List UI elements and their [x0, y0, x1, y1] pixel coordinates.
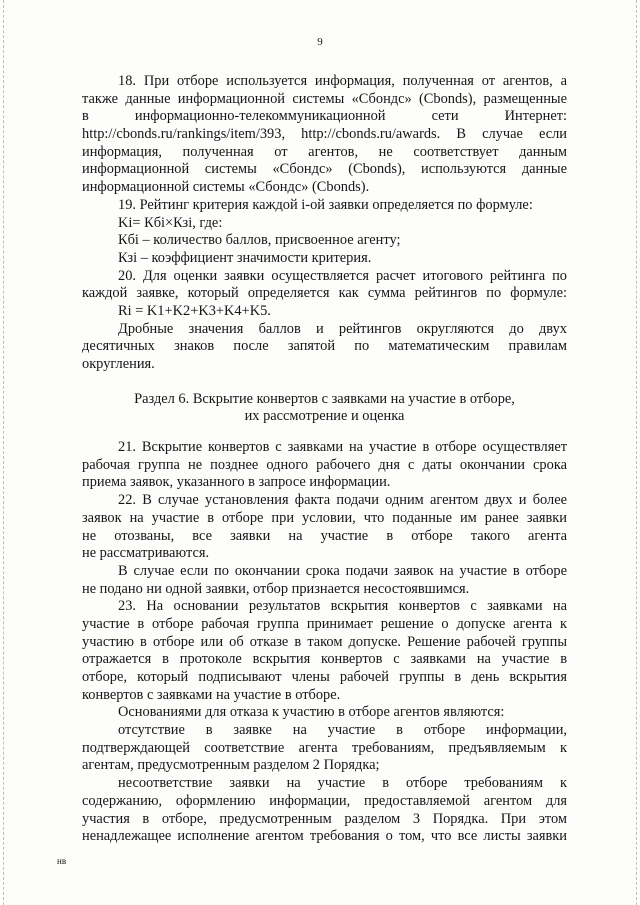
- formula-line: Ri = K1+K2+K3+K4+K5.: [118, 302, 271, 319]
- paragraph-line: агентам, предусмотренным разделом 2 Порядка;: [82, 757, 380, 774]
- paragraph-line: содержанию, оформлению информации, предоставляемой агентом для: [82, 792, 567, 809]
- paragraph-line: не рассматриваются.: [82, 545, 210, 562]
- paragraph-line: участия в отборе, предусмотренным разделом 3 Порядка. При этом: [82, 810, 567, 827]
- paragraph-line: участию в отборе или об отказе в таком допуске. Решение рабочей группы: [82, 633, 567, 650]
- paragraph-line: В случае если по окончании срока подачи заявок на участие в отборе: [118, 562, 567, 579]
- paragraph-line: десятичных знаков после запятой по математическим правилам: [82, 338, 567, 355]
- paragraph-line: не подано ни одной заявки, отбор признается несостоявшимся.: [82, 580, 470, 597]
- paragraph-line: Дробные значения баллов и рейтингов округляются до двух: [118, 320, 567, 337]
- paragraph-line: 23. На основании результатов вскрытия конвертов с заявками на: [118, 598, 567, 615]
- paragraph-line: приема заявок, указанного в запросе информации.: [82, 474, 391, 491]
- paragraph-line: 22. В случае установления факта подачи одним агентом двух и более: [118, 492, 567, 509]
- section-title: Раздел 6. Вскрытие конвертов с заявками на участие в отборе,: [134, 390, 515, 407]
- paragraph-line: заявок на участие в отборе при условии, что поданные им ранее заявки: [82, 509, 567, 526]
- paragraph-line: рабочая группа не позднее одного рабочего дня с даты окончании срока: [82, 456, 567, 473]
- paragraph-line: подтверждающей соответствие агента требованиям, предъявляемым к: [82, 739, 567, 756]
- paragraph-line: участие в отборе рабочая группа принимает решение о допуске агента к: [82, 615, 567, 632]
- paragraph-line: каждой заявке, который определяется как сумма рейтингов по формуле:: [82, 285, 567, 302]
- paragraph-line: отражается в протоколе вскрытия конвертов с заявками на участие в: [82, 651, 567, 668]
- paragraph-line: Основаниями для отказа к участию в отборе агентов являются:: [118, 704, 505, 721]
- paragraph-line: http://cbonds.ru/rankings/item/393, http://cbonds.ru/awards. В случае если: [82, 126, 567, 143]
- paragraph-line: отборе, который подписывают члены рабочей группы в день вскрытия: [82, 669, 567, 685]
- paragraph-line: информационной системы «Сбондс» (Cbonds).: [82, 179, 370, 196]
- paragraph-line: округления.: [82, 356, 155, 372]
- paragraph-line: информационной системы «Сбондс» (Cbonds), используются данные: [82, 161, 567, 178]
- paragraph-line: ненадлежащее исполнение агентом требования о том, что все листы заявки: [82, 828, 567, 845]
- section-title: их рассмотрение и оценка: [244, 408, 405, 425]
- formula-line: Ki= Кбi×Кзi, где:: [118, 214, 223, 231]
- page-number: 9: [317, 36, 323, 48]
- paragraph-line: Кзi – коэффициент значимости критерия.: [118, 249, 372, 266]
- paragraph-line: несоответствие заявки на участие в отборе требованиям к: [118, 775, 567, 792]
- paragraph-line: также данные информационной системы «Сбондс» (Cbonds), размещенные: [82, 90, 567, 107]
- footer-mark: нв: [57, 856, 67, 866]
- paragraph-line: отсутствие в заявке на участие в отборе информации,: [118, 722, 567, 739]
- paragraph-line: Кбi – количество баллов, присвоенное агенту;: [118, 232, 401, 249]
- paragraph-line: информация, полученная от агентов, не соответствует данным: [82, 143, 567, 160]
- paragraph-line: 20. Для оценки заявки осуществляется расчет итогового рейтинга по: [118, 267, 567, 284]
- paragraph-line: не отозваны, все заявки на участие в отборе такого агента: [82, 527, 567, 544]
- paragraph-line: 21. Вскрытие конвертов с заявками на участие в отборе осуществляет: [118, 439, 567, 456]
- scan-edge-right: [636, 0, 637, 905]
- paragraph-line: 18. При отборе используется информация, полученная от агентов, а: [118, 73, 567, 89]
- paragraph-line: конвертов с заявками на участие в отборе.: [82, 686, 341, 703]
- paragraph-line: 19. Рейтинг критерия каждой i-ой заявки определяется по формуле:: [118, 196, 533, 213]
- document-body: [82, 73, 567, 846]
- paragraph-line: в информационно-телекоммуникационной сети Интернет:: [82, 108, 567, 125]
- scan-edge-left: [3, 0, 4, 905]
